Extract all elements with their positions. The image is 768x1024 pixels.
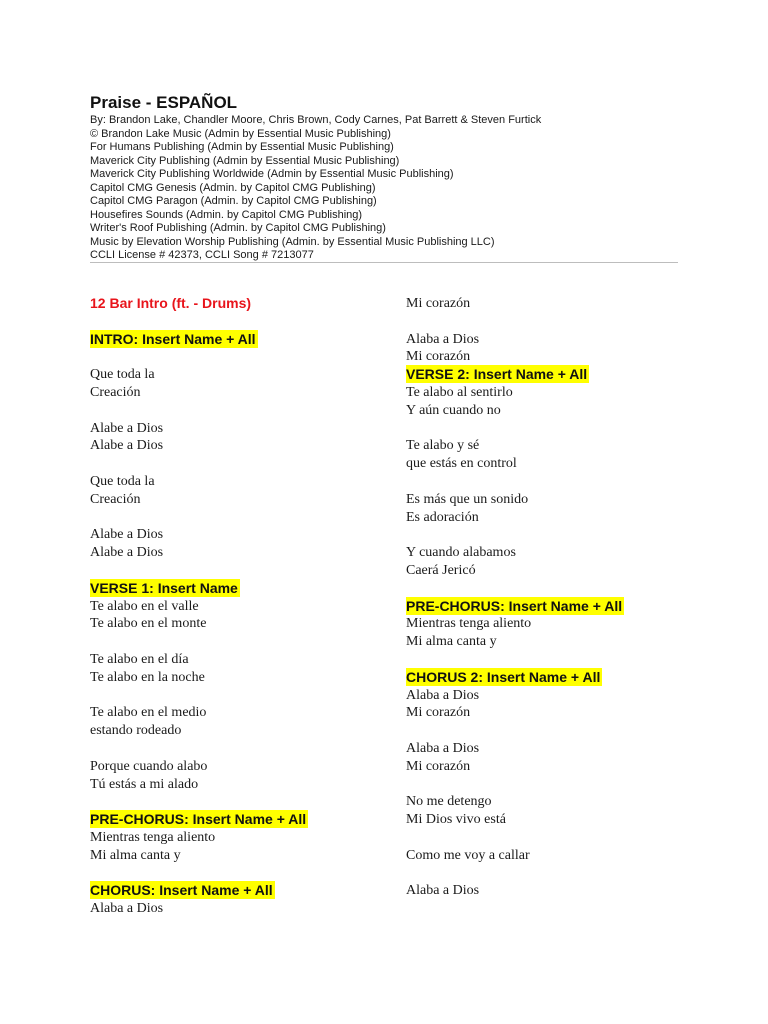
blank-line	[90, 740, 390, 758]
lyric-line: Alabe a Dios	[90, 420, 164, 436]
section-label	[90, 811, 390, 829]
lyric-line: Te alabo al sentirlo	[406, 384, 513, 400]
credit-line: Capitol CMG Genesis (Admin. by Capitol CMG Publishing)	[90, 181, 376, 194]
lyric-line: Creación	[90, 491, 141, 507]
lyric-line: Alaba a Dios	[406, 883, 480, 899]
lyric-line: Alabe a Dios	[90, 438, 164, 454]
lyric-line: Tú estás a mi alado	[90, 776, 199, 792]
section-label	[90, 331, 390, 349]
lyric-line: Mi Dios vivo está	[406, 812, 506, 828]
blank-line	[90, 687, 390, 705]
credit-line: Maverick City Publishing (Admin by Essential Music Publishing)	[90, 154, 400, 167]
credit-line: CCLI License # 42373, CCLI Song # 7213077	[90, 249, 314, 261]
credit-line: Capitol CMG Paragon (Admin. by Capitol CMG Publishing)	[90, 195, 377, 207]
credit-line: Maverick City Publishing Worldwide (Admin by Essential Music Publishing)	[90, 168, 454, 180]
lyric-line: Porque cuando alabo	[90, 758, 208, 774]
blank-line	[406, 580, 706, 598]
header-divider	[90, 262, 678, 263]
section-label-text: VERSE 2: Insert Name + All	[406, 366, 588, 383]
lyric-line: que estás en control	[406, 456, 517, 472]
lyric-line: Alabe a Dios	[90, 527, 164, 543]
blank-line	[406, 829, 706, 847]
blank-line	[90, 562, 390, 580]
lyric-line: Te alabo en el día	[90, 651, 189, 667]
credit-line: © Brandon Lake Music (Admin by Essential Music Publishing)	[90, 127, 391, 140]
credit-line: Music by Elevation Worship Publishing (Admin. by Essential Music Publishing LLC)	[90, 235, 495, 248]
lyric-line: Mientras tenga aliento	[406, 616, 532, 632]
lyric-line: Mi corazón	[406, 758, 471, 774]
lyrics-column-right	[406, 295, 706, 900]
song-title: Praise - ESPAÑOL	[90, 93, 238, 112]
blank-line	[90, 633, 390, 651]
blank-line	[90, 348, 390, 366]
lyric-line: Te alabo y sé	[406, 438, 480, 454]
lyric-line: Mi corazón	[406, 349, 471, 365]
lyric-line: Alaba a Dios	[406, 331, 480, 347]
song-header	[90, 92, 680, 263]
section-label-text: VERSE 1: Insert Name	[90, 579, 238, 596]
lyric-line: Te alabo en la noche	[90, 669, 205, 685]
section-label-text: INTRO: Insert Name + All	[90, 330, 256, 347]
lyric-line: Te alabo en el monte	[90, 616, 207, 632]
lyric-line: Que toda la	[90, 473, 155, 489]
blank-line	[406, 865, 706, 883]
lyrics-column-left	[90, 295, 390, 918]
lyric-line: Te alabo en el medio	[90, 705, 207, 721]
lyric-line: Alaba a Dios	[90, 901, 164, 917]
lyric-line: Creación	[90, 384, 141, 400]
intro-cue: 12 Bar Intro (ft. - Drums)	[90, 295, 252, 311]
credit-line: Writer's Roof Publishing (Admin. by Capitol CMG Publishing)	[90, 222, 386, 234]
credits-block	[90, 114, 680, 263]
blank-line	[90, 313, 390, 331]
lyric-line: Alabe a Dios	[90, 545, 164, 561]
lyric-line: Alaba a Dios	[406, 687, 480, 703]
credit-line: Housefires Sounds (Admin. by Capitol CMG Publishing)	[90, 208, 363, 221]
blank-line	[90, 793, 390, 811]
blank-line	[406, 722, 706, 740]
blank-line	[406, 651, 706, 669]
lyric-line: Te alabo en el valle	[90, 598, 199, 614]
section-label	[406, 598, 706, 616]
credit-line: By: Brandon Lake, Chandler Moore, Chris Brown, Cody Carnes, Pat Barrett & Steven Furtick	[90, 114, 542, 126]
blank-line	[406, 473, 706, 491]
lyric-line: Mientras tenga aliento	[90, 829, 216, 845]
blank-line	[90, 509, 390, 527]
lyric-line: Como me voy a callar	[406, 847, 530, 863]
lyric-line: Caerá Jericó	[406, 562, 476, 578]
lyric-line: Y aún cuando no	[406, 402, 501, 418]
section-label-text: CHORUS: Insert Name + All	[90, 882, 273, 899]
blank-line	[90, 865, 390, 883]
lyric-line: Mi alma canta y	[406, 634, 497, 650]
section-label	[406, 669, 706, 687]
section-label-text: PRE-CHORUS: Insert Name + All	[406, 597, 623, 614]
blank-line	[90, 402, 390, 420]
lyric-line: Mi corazón	[406, 296, 471, 311]
lyric-line: estando rodeado	[90, 723, 182, 739]
credit-line: For Humans Publishing (Admin by Essential Music Publishing)	[90, 141, 394, 153]
section-label	[406, 366, 706, 384]
blank-line	[406, 420, 706, 438]
blank-line	[406, 313, 706, 331]
lyric-line: Y cuando alabamos	[406, 545, 516, 561]
lyric-line: Es más que un sonido	[406, 491, 529, 507]
section-label-text: PRE-CHORUS: Insert Name + All	[90, 811, 307, 828]
lyric-line: Es adoración	[406, 509, 479, 525]
lyric-line: Mi alma canta y	[90, 847, 181, 863]
blank-line	[406, 526, 706, 544]
section-label-text: CHORUS 2: Insert Name + All	[406, 668, 601, 685]
lyric-line: No me detengo	[406, 794, 492, 810]
section-label	[90, 580, 390, 598]
section-label	[90, 882, 390, 900]
lyric-line: Alaba a Dios	[406, 740, 480, 756]
lyric-line: Mi corazón	[406, 705, 471, 721]
blank-line	[90, 455, 390, 473]
lyric-line: Que toda la	[90, 367, 155, 383]
blank-line	[406, 776, 706, 794]
